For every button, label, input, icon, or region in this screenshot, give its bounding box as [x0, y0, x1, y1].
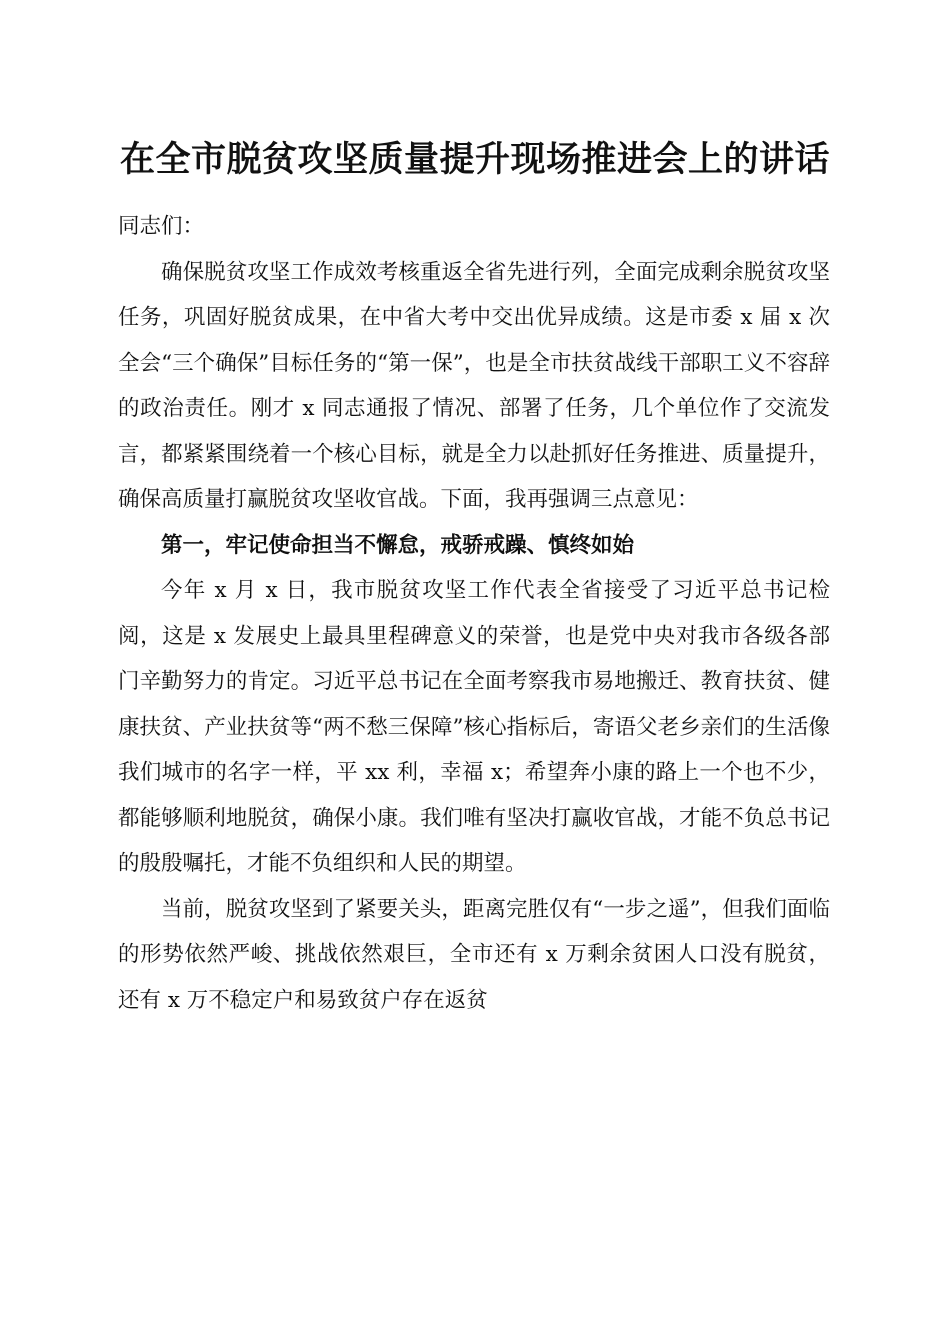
document-body — [118, 204, 830, 1023]
paragraph-current-situation: 当前，脱贫攻坚到了紧要关头，距离完胜仅有“一步之遥”，但我们面临的形势依然严峻、挑战依然艰巨，全市还有 x 万剩余贫困人口没有脱贫，还有 x 万不稳定户和易致贫户存在返贫 — [118, 896, 830, 1013]
paragraph-inspection: 今年 x 月 x 日，我市脱贫攻坚工作代表全省接受了习近平总书记检阅，这是 x 发展史上最具里程碑意义的荣誉，也是党中央对我市各级各部门辛勤努力的肯定。习近平总书记在全面考察我市易地搬迁、教育扶贫、健康扶贫、产业扶贫等“两不愁三保障”核心指标后，寄语父老乡亲们的生活像我们城市的名字一样，平 xx 利，幸福 x；希望奔小康的路上一个也不少，都能够顺利地脱贫，确保小康。我们唯有坚决打赢收官战，才能不负总书记的殷殷嘱托，才能不负组织和人民的期望。 — [118, 578, 830, 876]
document-title: 在全市脱贫攻坚质量提升现场推进会上的讲话 — [119, 139, 830, 180]
salutation: 同志们： — [118, 214, 205, 239]
section-heading-first: 第一，牢记使命担当不懈怠，戒骄戒躁、慎终如始 — [161, 532, 635, 558]
paragraph-intro: 确保脱贫攻坚工作成效考核重返全省先进行列，全面完成剩余脱贫攻坚任务，巩固好脱贫成果，在中省大考中交出优异成绩。这是市委 x 届 x 次全会“三个确保”目标任务的“第一保”，也是全市扶贫战线干部职工义不容辞的政治责任。刚才 x 同志通报了情况、部署了任务，几个单位作了交流发言，都紧紧围绕着一个核心目标，就是全力以赴抓好任务推进、质量提升，确保高质量打赢脱贫攻坚收官战。下面，我再强调三点意见： — [118, 259, 830, 512]
